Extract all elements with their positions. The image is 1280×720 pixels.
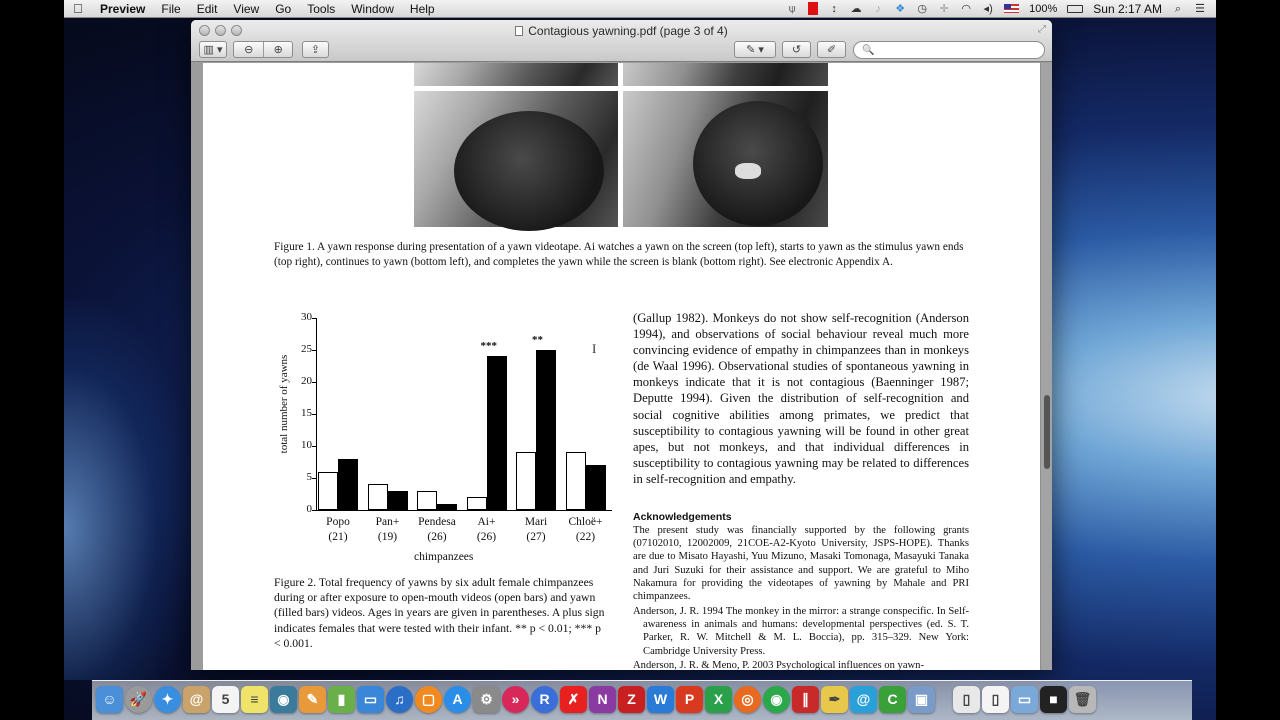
- figure1-photo-top-left: [414, 63, 618, 86]
- chart-y-axis: [316, 318, 317, 511]
- dock-xmind-icon[interactable]: ✗: [560, 686, 587, 713]
- search-input[interactable]: [853, 41, 1045, 59]
- dropbox-icon[interactable]: ❖: [895, 2, 906, 15]
- dock-trash-icon[interactable]: 🗑: [1069, 686, 1096, 713]
- preview-window: [191, 20, 1052, 670]
- window-title: Contagious yawning.pdf (page 3 of 4): [191, 24, 1052, 38]
- sidebar-toggle-button[interactable]: ▥ ▾: [199, 41, 227, 58]
- dock-excel-icon[interactable]: X: [705, 686, 732, 713]
- chart-y-tick: 5: [306, 471, 312, 483]
- chart-bar-open: [318, 472, 338, 510]
- chart-y-tick: 30: [301, 311, 312, 323]
- chart-category-label: Mari (27): [524, 516, 548, 543]
- chart-y-axis-label: total number of yawns: [278, 354, 290, 454]
- chart-bar-filled: [536, 350, 556, 510]
- dock-docx-file-icon[interactable]: ▯: [953, 686, 980, 713]
- apple-menu-icon[interactable]: [64, 1, 92, 16]
- dock-camtasia-icon[interactable]: C: [879, 686, 906, 713]
- chart-bar-filled: [487, 356, 507, 510]
- search-icon: 🔍: [862, 44, 875, 56]
- document-view[interactable]: [191, 63, 1052, 670]
- chart-bar-filled: [437, 504, 457, 510]
- dock-camtasia-recording-icon[interactable]: ■: [1040, 686, 1067, 713]
- figure1-photo-bottom-right: [623, 91, 828, 227]
- dock-finder-icon[interactable]: ☺: [96, 686, 123, 713]
- dock-ibooks-icon[interactable]: ▢: [415, 686, 442, 713]
- chart-bar-filled: [388, 491, 408, 510]
- bell-icon[interactable]: ♪: [875, 2, 881, 15]
- dock-word-icon[interactable]: W: [647, 686, 674, 713]
- reference-item: Anderson, J. R. & Meno, P. 2003 Psychological influences on yawn-: [633, 660, 925, 670]
- chart-significance-marker: ***: [480, 340, 497, 353]
- menu-go[interactable]: Go: [275, 1, 292, 16]
- battery-percent[interactable]: 100%: [1029, 2, 1058, 15]
- dock-script-editor-icon[interactable]: ✒: [821, 686, 848, 713]
- acknowledgements-heading: Acknowledgements: [633, 511, 732, 523]
- chart-x-axis: [316, 510, 612, 511]
- fullscreen-icon[interactable]: ⤢: [1038, 24, 1046, 35]
- dock-papers-icon[interactable]: »: [502, 686, 529, 713]
- share-button[interactable]: ⇪: [302, 41, 329, 58]
- dock-system-preferences-icon[interactable]: ⚙: [473, 686, 500, 713]
- chart-y-tick: 25: [301, 343, 312, 355]
- pdf-document-icon: [515, 26, 523, 36]
- dock-parallels-icon[interactable]: ∥: [792, 686, 819, 713]
- menu-edit[interactable]: Edit: [196, 1, 218, 16]
- menu-help[interactable]: Help: [409, 1, 435, 16]
- letterbox-right: [1216, 0, 1280, 720]
- zoom-in-button[interactable]: ⊕: [263, 42, 292, 57]
- rotate-button[interactable]: ↺: [782, 41, 811, 58]
- chart-y-tick-mark: [312, 318, 316, 319]
- dock-zotero-icon[interactable]: Z: [618, 686, 645, 713]
- chart-y-tick-mark: [312, 478, 316, 479]
- cloud-icon[interactable]: ☁: [850, 2, 862, 15]
- dock-chrome-icon[interactable]: ◉: [763, 686, 790, 713]
- menu-window[interactable]: Window: [351, 1, 394, 16]
- dock-firefox-icon[interactable]: ◎: [734, 686, 761, 713]
- edit-toolbar-button[interactable]: ✐: [817, 41, 846, 58]
- volume-icon[interactable]: ◂): [983, 2, 993, 15]
- arrows-icon[interactable]: ↕: [831, 2, 837, 15]
- dock-numbers-icon[interactable]: ▮: [328, 686, 355, 713]
- chart-y-tick-mark: [312, 510, 316, 511]
- chart-significance-marker: **: [532, 334, 543, 346]
- dock: [92, 680, 1192, 720]
- dock-keynote-icon[interactable]: ▭: [357, 686, 384, 713]
- letterbox-left: [0, 0, 64, 720]
- claw-icon[interactable]: ⍦: [788, 2, 796, 15]
- menu-file[interactable]: File: [161, 1, 181, 16]
- chart-bar-open: [368, 484, 388, 510]
- desktop-wallpaper: [64, 300, 194, 680]
- chart-y-tick-mark: [312, 350, 316, 351]
- figure1-caption: Figure 1. A yawn response during presentation of a yawn videotape. Ai watches a yawn on the screen (top left), starts to yawn as the stimulus yawn ends (top right), continues to yawn (bottom left), and completes the yawn while the screen is blank (bottom right). See electronic Appendix A.: [274, 241, 964, 268]
- dock-r-icon[interactable]: R: [531, 686, 558, 713]
- chart-y-tick: 15: [301, 407, 312, 419]
- dock-calendar-icon[interactable]: 5: [212, 686, 239, 713]
- chart-bar-open: [467, 497, 487, 510]
- dock-iphoto-icon[interactable]: ◉: [270, 686, 297, 713]
- chart-bar-open: [417, 491, 437, 510]
- chart-y-tick: 0: [306, 503, 312, 515]
- wifi-icon[interactable]: ◠: [961, 2, 971, 15]
- title-bar: [191, 20, 1052, 62]
- notification-center-icon[interactable]: ☰: [1195, 2, 1205, 15]
- status-area: [786, 2, 1216, 16]
- clock[interactable]: Sun 2:17 AM: [1093, 1, 1162, 16]
- chart-x-axis-label: chimpanzees: [414, 551, 474, 563]
- dock-items: [96, 681, 1096, 717]
- menu-app-name[interactable]: Preview: [100, 1, 146, 16]
- bluetooth-icon[interactable]: ✛: [939, 2, 949, 15]
- time-machine-icon[interactable]: ◷: [917, 2, 927, 15]
- menu-bar: [64, 0, 1216, 18]
- dock-stickies-icon[interactable]: ≡: [241, 686, 268, 713]
- dock-onenote-icon[interactable]: N: [589, 686, 616, 713]
- dock-folder-icon[interactable]: ▭: [1011, 686, 1038, 713]
- zoom-out-button[interactable]: ⊖: [244, 44, 254, 56]
- chart-category-label: Pendesa (26): [418, 516, 456, 543]
- scrollbar-thumb[interactable]: [1044, 395, 1050, 469]
- text-cursor-icon: I: [592, 341, 597, 356]
- chart-y-tick: 20: [301, 375, 312, 387]
- chart-category-label: Chloë+ (22): [568, 516, 603, 543]
- figure2-bar-chart: [274, 308, 614, 570]
- figure1-photo-top-right: [623, 63, 828, 86]
- figure1-photo-bottom-left: [414, 91, 618, 227]
- chart-category-label: Pan+ (19): [375, 516, 400, 543]
- menu-tools[interactable]: Tools: [307, 1, 336, 16]
- dock-powerpoint-icon[interactable]: P: [676, 686, 703, 713]
- chart-y-tick-mark: [312, 446, 316, 447]
- battery-icon[interactable]: [1067, 5, 1083, 13]
- pdf-page[interactable]: [203, 63, 1040, 670]
- chart-bar-filled: [338, 459, 358, 510]
- annotate-button[interactable]: ✎ ▾: [734, 41, 776, 58]
- toolbar: [191, 40, 1052, 61]
- dock-safari-icon[interactable]: ✦: [154, 686, 181, 713]
- dock-itunes-icon[interactable]: ♫: [386, 686, 413, 713]
- flag-icon[interactable]: [1004, 4, 1019, 13]
- dock-preview-icon[interactable]: ▣: [908, 686, 935, 713]
- dock-pages-icon[interactable]: ✎: [299, 686, 326, 713]
- chart-y-tick-mark: [312, 382, 316, 383]
- chart-y-tick-mark: [312, 414, 316, 415]
- vertical-scrollbar[interactable]: [1040, 63, 1052, 670]
- chart-category-label: Popo (21): [326, 516, 350, 543]
- menu-view[interactable]: View: [233, 1, 260, 16]
- dock-document-file-icon[interactable]: ▯: [982, 686, 1009, 713]
- body-paragraph: (Gallup 1982). Monkeys do not show self-recognition (Anderson 1994), and observations of social behaviour reveal much more convincing evidence of empathy in chimpanzees than in monkeys (de Waal 1996). Observational studies of spontaneous yawning in monkeys indicate that it is not contagious (Baenninger 1987; Deputte 1994). Given the distribution of self-recognition and social cognitive abilities among primates, we predict that susceptibility to contagious yawning will be found in other great apes, but not monkeys, and that individual differences in susceptibility to contagious yawning may be related to differences in self-recognition and empathy.: [633, 311, 969, 486]
- dock-app-store-icon[interactable]: A: [444, 686, 471, 713]
- chart-bar-open: [566, 452, 586, 510]
- spotlight-icon[interactable]: ⌕: [1174, 2, 1182, 15]
- recording-icon[interactable]: [808, 2, 818, 15]
- chart-bar-open: [516, 452, 536, 510]
- reference-item: Anderson, J. R. 1994 The monkey in the mirror: a strange conspecific. In Self-awareness in animals and humans: developmental perspectives (ed. S. T. Parker, R. W. Mitchell & M. L. Boccia), pp. 315–329. New York: Cambridge University Press.: [633, 606, 969, 657]
- chart-y-tick: 10: [301, 439, 312, 451]
- dock-textwrangler-icon[interactable]: @: [850, 686, 877, 713]
- figure2-caption: Figure 2. Total frequency of yawns by six adult female chimpanzees during or after exposure to open-mouth videos (open bars) and yawn (filled bars) videos. Ages in years are given in parentheses. A plus sign indicates females that were tested with their infant. ** p < 0.01; *** p < 0.001.: [274, 576, 605, 650]
- chart-bar-filled: [586, 465, 606, 510]
- zoom-control: [233, 41, 293, 58]
- chart-category-label: Ai+ (26): [476, 516, 497, 543]
- acknowledgements-text: The present study was financially supported by the following grants (07102010, 12002009, 21COE-A2-Kyoto University, JSPS-HOPE). Thanks are due to Misato Hayashi, Yuu Mizuno, Masaki Tomonaga, Masayuki Tanaka and Juri Suzuki for their assistance and support. We are grateful to Miho Nakamura for providing the videotapes of yawning by Mahale and PRI chimpanzees.: [633, 525, 969, 603]
- dock-launchpad-icon[interactable]: 🚀: [125, 686, 152, 713]
- dock-contacts-icon[interactable]: @: [183, 686, 210, 713]
